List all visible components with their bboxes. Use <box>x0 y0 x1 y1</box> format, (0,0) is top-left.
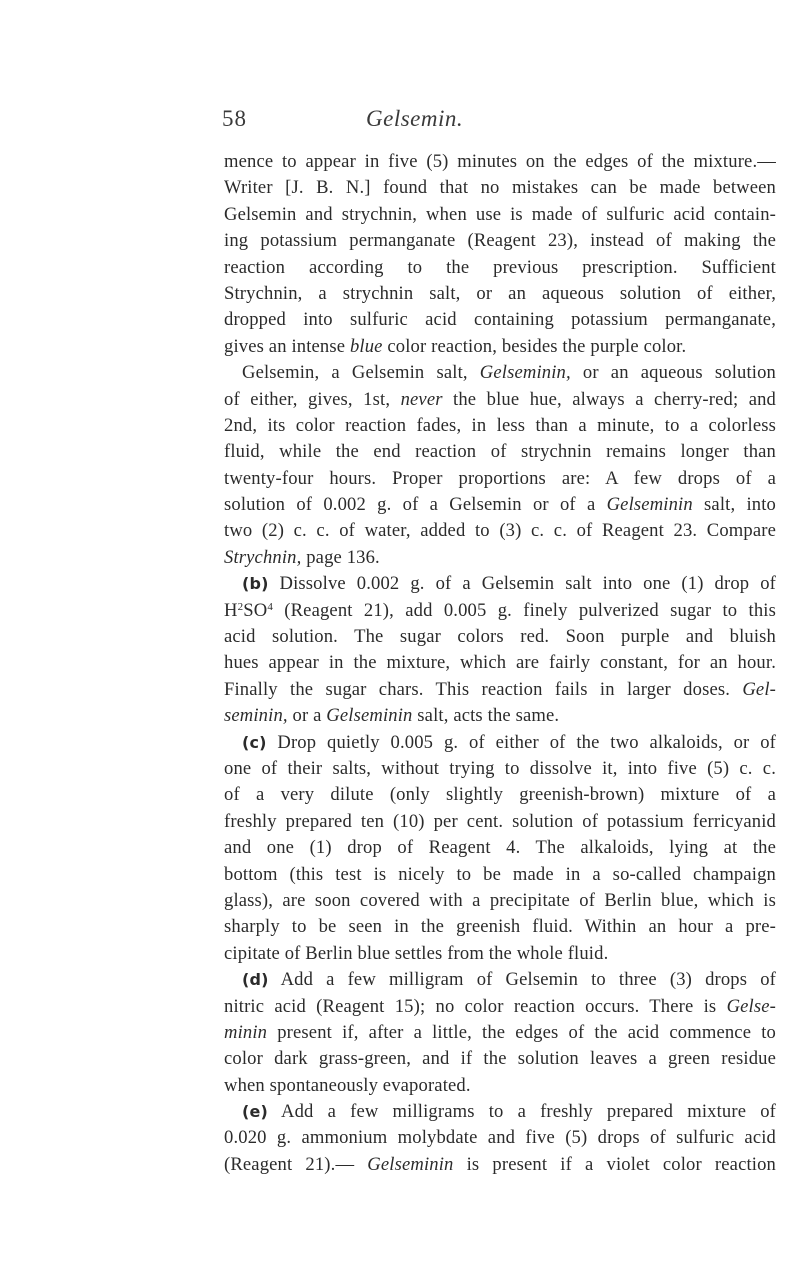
text-line: Strychnin, a strychnin salt, or an aqueous solution of either, <box>224 282 776 304</box>
text-run: Dissolve 0.002 g. of a Gelsemin salt into one (1) drop of <box>268 573 776 595</box>
text-line <box>224 545 776 571</box>
text-run: is present if a violet color reaction <box>453 1153 776 1175</box>
text-line: bottom (this test is nicely to be made in a so-called champaign <box>224 863 776 885</box>
italic-term: blue <box>349 335 383 357</box>
page-number: 58 <box>222 106 247 131</box>
text-line: Gelsemin and strychnin, when use is made of sulfuric acid contain- <box>224 203 776 225</box>
text-line: ing potassium permanganate (Reagent 23), instead of making the <box>224 230 776 252</box>
italic-term: Strychnin, <box>224 546 302 568</box>
text-line <box>224 1099 776 1125</box>
text-line: 2nd, its color reaction fades, in less than a minute, to a colorless <box>224 414 776 436</box>
italic-term: Gelseminin, <box>479 362 571 384</box>
formula-part: H <box>224 599 238 621</box>
text-line: hues appear in the mixture, which are fairly constant, for an hour. <box>224 652 776 674</box>
text-run: Add a few milligram of Gelsemin to three (3) drops of <box>268 969 776 991</box>
text-line: when spontaneously evaporated. <box>224 1074 471 1096</box>
text-run: Add a few milligrams to a freshly prepared mixture of <box>267 1101 776 1123</box>
text-run: (Reagent 21), add 0.005 g. finely pulverized sugar to this <box>272 599 776 621</box>
text-line <box>224 571 776 597</box>
text-run: gives an intense <box>224 335 350 357</box>
text-line <box>224 598 776 624</box>
text-line <box>224 967 776 993</box>
text-run: or an aqueous solution <box>570 362 776 384</box>
text-run: salt, acts the same. <box>412 705 560 727</box>
text-line <box>224 1020 776 1046</box>
text-line <box>224 360 776 386</box>
running-title: Gelsemin. <box>366 106 464 131</box>
formula-part: SO <box>243 599 268 621</box>
chemical-formula <box>224 600 273 621</box>
text-run: (Reagent 21).— <box>224 1153 368 1175</box>
formula-subscript: 4 <box>267 600 273 613</box>
text-line: glass), are soon covered with a precipitate of Berlin blue, which is <box>224 889 776 911</box>
text-line: reaction according to the previous prescription. Sufficient <box>224 256 776 278</box>
italic-term: Gel- <box>742 678 776 700</box>
text-run: or a <box>287 705 327 727</box>
text-line: and one (1) drop of Reagent 4. The alkaloids, lying at the <box>224 837 776 859</box>
text-line: dropped into sulfuric acid containing potassium permanganate, <box>224 309 776 331</box>
text-line: mence to appear in five (5) minutes on the edges of the mixture.— <box>224 151 776 172</box>
text-run: page 136. <box>301 546 380 568</box>
text-run: nitric acid (Reagent 15); no color reaction occurs. There is <box>224 995 727 1017</box>
text-run: color reaction, besides the purple color. <box>382 335 687 357</box>
text-line <box>224 334 776 360</box>
text-line: freshly prepared ten (10) per cent. solution of potassium ferricyanid <box>224 810 776 832</box>
body-text <box>224 149 776 1178</box>
text-line: two (2) c. c. of water, added to (3) c. c. of Reagent 23. Compare <box>224 520 776 542</box>
italic-term: Gelseminin <box>367 1153 454 1175</box>
text-line <box>224 730 776 756</box>
section-marker: (e) <box>242 1102 268 1122</box>
section-marker: (d) <box>242 970 269 990</box>
italic-term: Gelseminin <box>606 494 693 516</box>
text-line: fluid, while the end reaction of strychnin remains longer than <box>224 441 776 463</box>
italic-term: never <box>400 388 443 410</box>
text-line: cipitate of Berlin blue settles from the whole fluid. <box>224 942 609 964</box>
italic-term: minin <box>224 1021 268 1043</box>
formula-subscript: 2 <box>237 600 244 613</box>
text-line: color dark grass-green, and if the solution leaves a green residue <box>224 1048 776 1070</box>
text-line <box>224 492 776 518</box>
italic-term: Gelse- <box>726 995 776 1017</box>
text-line <box>224 387 776 413</box>
text-line: Writer [J. B. N.] found that no mistakes can be made between <box>224 177 776 199</box>
text-run: Drop quietly 0.005 g. of either of the two alkaloids, or of <box>266 731 776 753</box>
text-line: of a very dilute (only slightly greenish-brown) mixture of a <box>224 784 776 806</box>
text-line: 0.020 g. ammonium molybdate and five (5) drops of sulfuric acid <box>224 1127 776 1149</box>
text-line: sharply to be seen in the greenish fluid. Within an hour a pre- <box>224 916 776 938</box>
text-line <box>224 703 776 729</box>
text-run: present if, after a little, the edges of the acid commence to <box>267 1021 776 1043</box>
section-marker: (b) <box>242 574 269 594</box>
text-run: Finally the sugar chars. This reaction fails in larger doses. <box>224 678 743 700</box>
text-run: Gelsemin, a Gelsemin salt, <box>242 362 480 384</box>
text-line: one of their salts, without trying to dissolve it, into five (5) c. c. <box>224 757 776 779</box>
text-line: acid solution. The sugar colors red. Soon purple and bluish <box>224 626 776 648</box>
text-run: salt, into <box>692 494 777 516</box>
text-line <box>224 677 776 703</box>
italic-term: seminin, <box>224 705 288 727</box>
text-run: of either, gives, 1st, <box>224 388 401 410</box>
text-run: the blue hue, always a cherry-red; and <box>442 388 776 410</box>
text-run: solution of 0.002 g. of a Gelsemin or of a <box>224 494 607 516</box>
text-line: twenty-four hours. Proper proportions are: A few drops of a <box>224 467 776 489</box>
page-header <box>0 106 801 136</box>
section-marker: (c) <box>242 732 267 752</box>
text-line <box>224 994 776 1020</box>
text-line <box>224 1152 776 1178</box>
italic-term: Gelseminin <box>326 705 413 727</box>
